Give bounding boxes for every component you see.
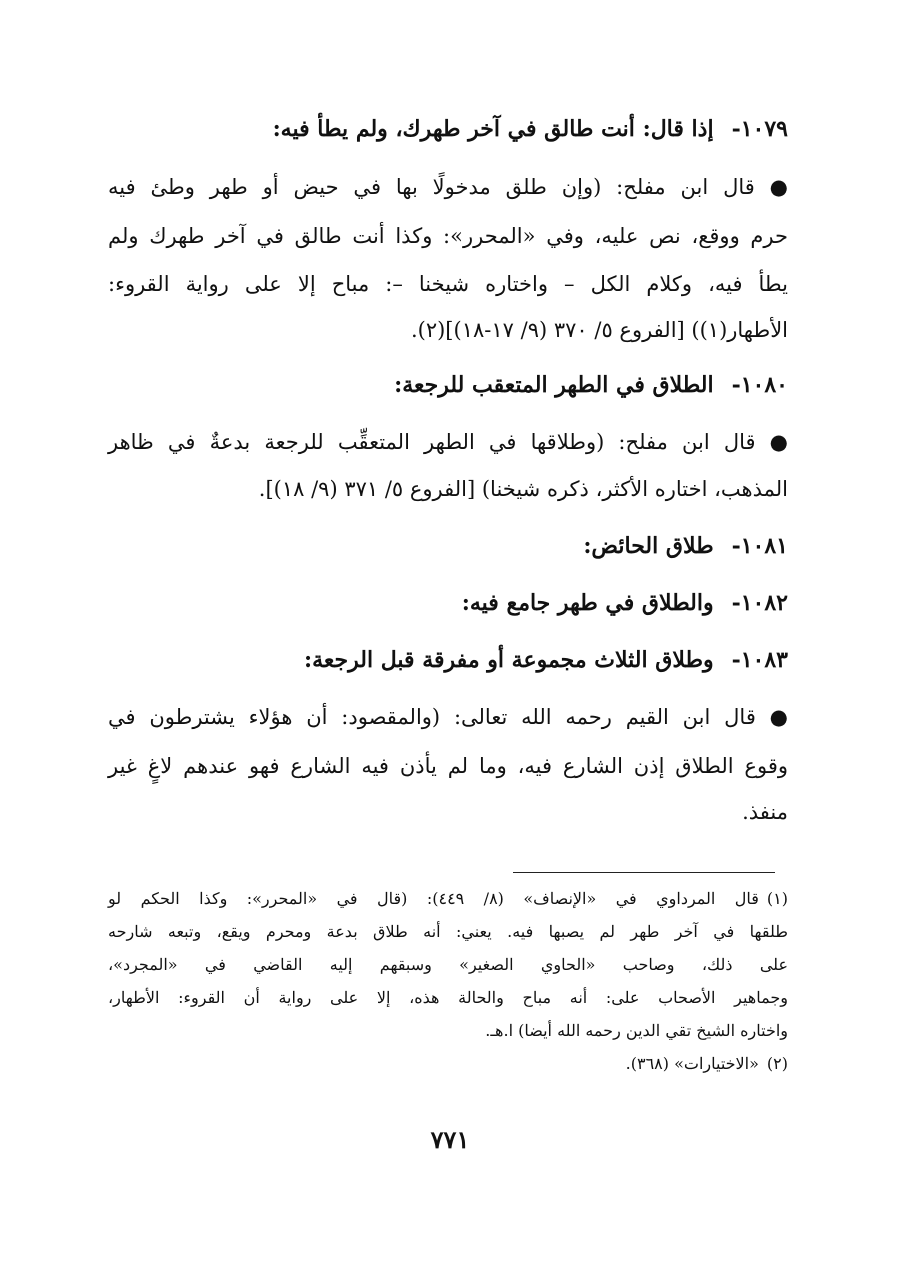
section-title: طلاق الحائض:: [583, 533, 714, 559]
section-number: ١٠٨٠-: [731, 372, 788, 398]
section-heading-1083: [108, 647, 788, 673]
paragraph-line: الأطهار(١)) [الفروع ٥/ ٣٧٠ (٩/ ١٧-١٨)](٢).: [410, 318, 788, 342]
section-heading-1081: [108, 533, 788, 559]
paragraph-line: حرم ووقع، نص عليه، وفي «المحرر»: وكذا أنت طالق في آخر طهرك ولم: [108, 224, 788, 248]
paragraph-line: يطأ فيه، وكلام الكل – واختاره شيخنا –: مباح إلا على رواية القروء:: [108, 272, 788, 296]
section-title: الطلاق في الطهر المتعقب للرجعة:: [394, 372, 714, 398]
page-number: ٧٧١: [430, 1125, 470, 1154]
section-number: ١٠٧٩-: [731, 116, 788, 142]
section-number: ١٠٨٢-: [731, 590, 788, 616]
footnote-marker: (١): [766, 889, 789, 908]
paragraph-line: ● قال ابن مفلح: (وإن طلق مدخولًا بها في حيض أو طهر وطئ فيه: [108, 175, 788, 199]
section-title: وطلاق الثلاث مجموعة أو مفرقة قبل الرجعة:: [304, 647, 714, 673]
footnote-1-line: [108, 889, 788, 908]
paragraph-line: منفذ.: [742, 800, 788, 824]
section-heading-1080: [108, 372, 788, 398]
footnote-1-line: طلقها في آخر طهر لم يصبها فيه. يعني: أنه طلاق بدعة ومحرم ويقع، وتبعه شارحه: [108, 922, 788, 941]
footnote-1-line: واختاره الشيخ تقي الدين رحمه الله أيضا) ا.هـ.: [485, 1021, 788, 1040]
footnote-1-line: وجماهير الأصحاب على: أنه مباح والحالة هذه، إلا على رواية أن القروء: الأطهار،: [108, 988, 788, 1007]
footnote-separator: [513, 872, 775, 873]
footnote-1-line: على ذلك، وصاحب «الحاوي الصغير» وسبقهم إليه القاضي في «المجرد»،: [108, 955, 788, 974]
paragraph-line: ● قال ابن مفلح: (وطلاقها في الطهر المتعقِّب للرجعة بدعةٌ في ظاهر: [108, 430, 788, 454]
section-heading-1079: [108, 116, 788, 142]
paragraph-line: وقوع الطلاق إذن الشارع فيه، وما لم يأذن فيه الشارع فهو عندهم لاغٍ غير: [108, 754, 788, 778]
footnote-text: «الاختيارات» (٣٦٨).: [625, 1054, 759, 1073]
section-number: ١٠٨١-: [731, 533, 788, 559]
footnote-text: قال المرداوي في «الإنصاف» (٨/ ٤٤٩): (قال في «المحرر»: وكذا الحكم لو: [108, 889, 759, 908]
paragraph-line: ● قال ابن القيم رحمه الله تعالى: (والمقصود: أن هؤلاء يشترطون في: [108, 705, 788, 729]
section-title: والطلاق في طهر جامع فيه:: [461, 590, 714, 616]
paragraph-line: المذهب، اختاره الأكثر، ذكره شيخنا) [الفروع ٥/ ٣٧١ (٩/ ١٨)].: [258, 477, 788, 501]
section-heading-1082: [108, 590, 788, 616]
footnote-2-line: [108, 1054, 788, 1073]
section-number: ١٠٨٣-: [731, 647, 788, 673]
footnote-marker: (٢): [766, 1054, 788, 1073]
section-title: إذا قال: أنت طالق في آخر طهرك، ولم يطأ فيه:: [272, 116, 714, 142]
